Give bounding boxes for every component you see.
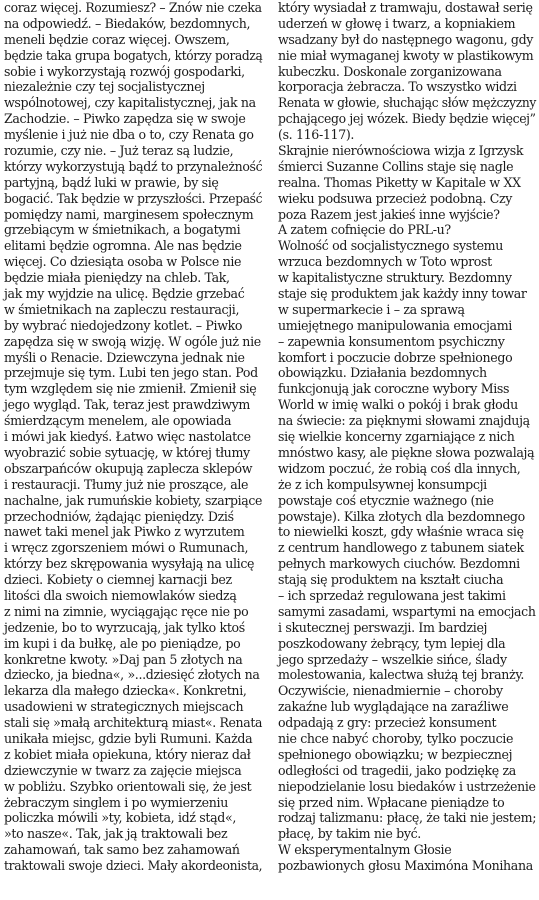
left-column-text-line: nawet taki menel jak Piwko z wyrzutem [4, 524, 245, 540]
left-column-text-line: myśli o Renacie. Dziewczyna jednak nie [4, 349, 245, 365]
right-column-text-line: (s. 116-117). [278, 127, 355, 143]
right-column-text-line: widzom poczuć, że robią coś dla innych, [278, 460, 521, 476]
left-column-text-line: będzie miała pieniędzy na chleb. Tak, [4, 270, 230, 286]
right-column-text-line: jego sprzedaży – wszelkie sińce, ślady [278, 651, 507, 667]
left-column-text-line: elitami będzie ogromna. Ale nas będzie [4, 238, 242, 254]
left-column-text-line: rozumie, czy nie. – Już teraz są ludzie, [4, 143, 234, 159]
left-column-text-line: jak my wyjdzie na ulicę. Będzie grzebać [4, 286, 245, 302]
right-column-text-line: nie chce nabyć choroby, tylko poczucie [278, 730, 514, 746]
right-column-text-line: i skutecznej perswazji. Im bardziej [278, 619, 488, 635]
right-column-text-line: A zatem cofnięcie do PRL-u? [278, 222, 451, 238]
right-column-text-line: który wysiadał z tramwaju, dostawał serię [278, 0, 533, 15]
left-column-text-line: jego wygląd. Tak, teraz jest prawdziwym [4, 397, 250, 413]
right-column-text-line: powstaje coś etycznie ważnego (nie [278, 492, 494, 508]
left-column-text-line: myślenie i już nie dba o to, czy Renata go [4, 127, 254, 143]
right-column-text-line: rodzaj talizmanu: płacę, że taki nie jestem; [278, 810, 537, 826]
right-column-text-line: molestowania, kalectwa służą tej branży. [278, 667, 525, 683]
left-column-text-line: tym względem się nie zmienił. Zmienił się [4, 381, 257, 397]
left-column-text-line: i mówi jak kiedyś. Łatwo więc nastolatce [4, 429, 251, 445]
right-column-text-line: obowiązku. Działania bezdomnych [278, 365, 487, 381]
left-column-text-line: niezależnie czy tej socjalistycznej [4, 79, 205, 95]
left-column-text-line: będzie taka grupa bogatych, którzy poradzą [4, 47, 263, 63]
left-column-text-line: wspólnotowej, czy kapitalistycznej, jak na [4, 95, 256, 111]
left-column-text-line: przechodniów, żądając pieniędzy. Dziś [4, 508, 234, 524]
left-column-text-line: jedzenie, bo to wyrzucają, jak tylko ktoś [4, 619, 245, 635]
right-column-text-line: Skrajnie nierównościowa wizja z Igrzysk [278, 143, 524, 159]
right-text-column [278, 0, 536, 874]
left-column-text-line: zapędza się w swoją wizję. W ogóle już nie [4, 333, 261, 349]
left-column-text-line: w pobliżu. Szybko orientowali się, że jest [4, 778, 252, 794]
left-column-text-line: przejmuje się tym. Lubi ten jego stan. Pod [4, 365, 258, 381]
right-column-text-line: niepodzielanie losu biedaków i ustrzeżenie [278, 778, 536, 794]
left-column-text-line: wyobrazić sobie sytuację, w której tłumy [4, 444, 250, 460]
left-column-text-line: Zachodzie. – Piwko zapędza się w swoje [4, 111, 246, 127]
right-column-text-line: wrzuca bezdomnych w Toto wprost [278, 254, 492, 270]
left-column-text-line: konkretne kwoty. »Daj pan 5 złotych na [4, 651, 243, 667]
right-column-text-line: uderzeń w głowę i twarz, a kopniakiem [278, 15, 516, 31]
right-column-text-line: pozbawionych głosu Maximóna Monihana [278, 858, 533, 874]
left-column-text-line: i wręcz zgorszeniem mówi o Rumunach, [4, 540, 249, 556]
left-column-text-line: bogacić. Tak będzie w przyszłości. Przepaść [4, 190, 263, 206]
right-column-text-line: powstaje). Kilka złotych dla bezdomnego [278, 508, 525, 524]
right-column-text-line: realna. Thomas Piketty w Kapitale w XX [278, 174, 521, 190]
right-column-text-line: w supermarkecie i – za sprawą [278, 301, 465, 317]
left-column-text-line: obszarpańców okupują zaplecza sklepów [4, 460, 253, 476]
right-column-text-line: Oczywiście, nienadmiernie – choroby [278, 683, 503, 699]
left-column-text-line: coraz więcej. Rozumiesz? – Znów nie czeka [4, 0, 262, 15]
right-column-text-line: pełnych markowych ciuchów. Bezdomni [278, 556, 520, 572]
left-column-text-line: stali się »małą architekturą miast«. Renata [4, 715, 263, 731]
right-column-text-line: poszkodowany żebrący, tym lepiej dla [278, 635, 506, 651]
left-column-text-line: którzy wykorzystują bądź to przynależność [4, 158, 263, 174]
right-column-text-line: stają się produktem na kształt ciucha [278, 572, 504, 588]
right-column-text-line: nie miał wymaganej kwoty w plastikowym [278, 47, 534, 63]
right-column-text-line: World w imię walki o pokój i brak głodu [278, 397, 518, 413]
right-column-text-line: spełnionego obowiązku; w bezpiecznej [278, 746, 513, 762]
right-column-text-line: płacę, by takim nie być. [278, 826, 421, 842]
left-column-text-line: nachalne, jak rumuńskie kobiety, szarpiące [4, 492, 263, 508]
right-column-text-line: to niewielki koszt, gdy właśnie wraca się [278, 524, 524, 540]
right-column-text-line: w kapitalistyczne struktury. Bezdomny [278, 270, 512, 286]
right-column-text-line: wsadzany był do następnego wagonu, gdy [278, 31, 534, 47]
left-column-text-line: żebraczym singlem i po wymierzeniu [4, 794, 228, 810]
right-column-text-line: poza Razem jest jakieś inne wyjście? [278, 206, 500, 222]
right-column-text-line: zakaźne lub wyglądające na zaraźliwe [278, 699, 509, 715]
right-column-text-line: Renata w głowie, słuchając słów mężczyzny [278, 95, 536, 111]
right-column-text-line: się wielkie koncerny zgarniające z nich [278, 429, 515, 445]
right-column-text-line: samymi zasadami, wspartymi na emocjach [278, 603, 536, 619]
right-column-text-line: wieku podsuwa przecież podobną. Czy [278, 190, 513, 206]
left-column-text-line: dziewczynie w twarz za zajęcie miejsca [4, 762, 242, 778]
left-column-text-line: litości dla swoich niemowlaków siedzą [4, 587, 237, 603]
left-column-text-line: śmierdzącym menelem, ale opowiada [4, 413, 232, 429]
right-column-text-line: kubeczku. Doskonale zorganizowana [278, 63, 502, 79]
right-column-text-line: – ich sprzedaż regulowana jest takimi [278, 587, 506, 603]
right-column-text-line: Wolność od socjalistycznego systemu [278, 238, 504, 254]
left-column-text-line: by wybrać niedojedzony kotlet. – Piwko [4, 317, 243, 333]
left-column-text-line: sobie i wykorzystają rozwój gospodarki, [4, 63, 245, 79]
right-column-text-line: mnóstwo kasy, ale piękne słowa pozwalają [278, 444, 535, 460]
right-column-text-line: odległości od tragedii, jako podziękę za [278, 762, 516, 778]
right-column-text-line: umiejętnego manipulowania emocjami [278, 317, 512, 333]
left-column-text-line: na odpowiedź. – Biedaków, bezdomnych, [4, 15, 251, 31]
left-column-text-line: dziecko, ja biedna«, »...dziesięć złotych na [4, 667, 260, 683]
left-column-text-line: dzieci. Kobiety o ciemnej karnacji bez [4, 572, 232, 588]
right-column-text-line: na świecie: za pięknymi słowami znajdują [278, 413, 530, 429]
right-column-text-line: że z ich kompulsywnej konsumpcji [278, 476, 487, 492]
left-column-text-line: w śmietnikach na zapleczu restauracji, [4, 301, 240, 317]
left-column-text-line: policzka mówili »ty, kobieta, idź stąd«, [4, 810, 236, 826]
left-column-text-line: traktowali swoje dzieci. Mały akordeonista, [4, 858, 263, 874]
left-column-text-line: pomiędzy nami, marginesem społecznym [4, 206, 254, 222]
right-column-text-line: W eksperymentalnym Głosie [278, 842, 452, 858]
left-column-text-line: meneli będzie coraz więcej. Owszem, [4, 31, 230, 47]
left-column-text-line: z kobiet miała opiekuna, który nieraz dał [4, 746, 251, 762]
left-column-text-line: »to nasze«. Tak, jak ją traktowali bez [4, 826, 228, 842]
right-column-text-line: odpadają z gry: przecież konsument [278, 715, 497, 731]
left-column-text-line: im kupi i da bułkę, ale po pieniądze, po [4, 635, 241, 651]
right-column-text-line: funkcjonują jak coroczne wybory Miss [278, 381, 510, 397]
left-column-text-line: którzy bez skrępowania wysyłają na ulicę [4, 556, 255, 572]
left-column-text-line: zahamowań, tak samo bez zahamowań [4, 842, 240, 858]
right-column-text-line: z centrum handlowego z tabunem siatek [278, 540, 524, 556]
right-column-text-line: się przed nim. Wpłacane pieniądze to [278, 794, 505, 810]
right-column-text-line: korporacja żebracza. To wszystko widzi [278, 79, 517, 95]
left-column-text-line: z nimi na zimnie, wyciągając ręce nie po [4, 603, 249, 619]
left-column-text-line: partyjną, bądź luki w prawie, by się [4, 174, 219, 190]
left-text-column [4, 0, 262, 874]
left-column-text-line: grzebiącym w śmietnikach, a bogatymi [4, 222, 241, 238]
right-column-text-line: – zapewnia konsumentom psychiczny [278, 333, 505, 349]
left-column-text-line: unikała miejsc, gdzie byli Rumuni. Każda [4, 730, 253, 746]
right-column-text-line: śmierci Suzanne Collins staje się nagle [278, 158, 514, 174]
right-column-text-line: komfort i poczucie dobrze spełnionego [278, 349, 513, 365]
left-column-text-line: więcej. Co dziesiąta osoba w Polsce nie [4, 254, 242, 270]
left-column-text-line: lekarza dla małego dziecka«. Konkretni, [4, 683, 247, 699]
left-column-text-line: i restauracji. Tłumy już nie proszące, ale [4, 476, 249, 492]
right-column-text-line: pchającego jej wózek. Biedy będzie więcej” [278, 111, 536, 127]
right-column-text-line: staje się produktem jak każdy inny towar [278, 286, 527, 302]
left-column-text-line: usadowieni w strategicznych miejscach [4, 699, 244, 715]
